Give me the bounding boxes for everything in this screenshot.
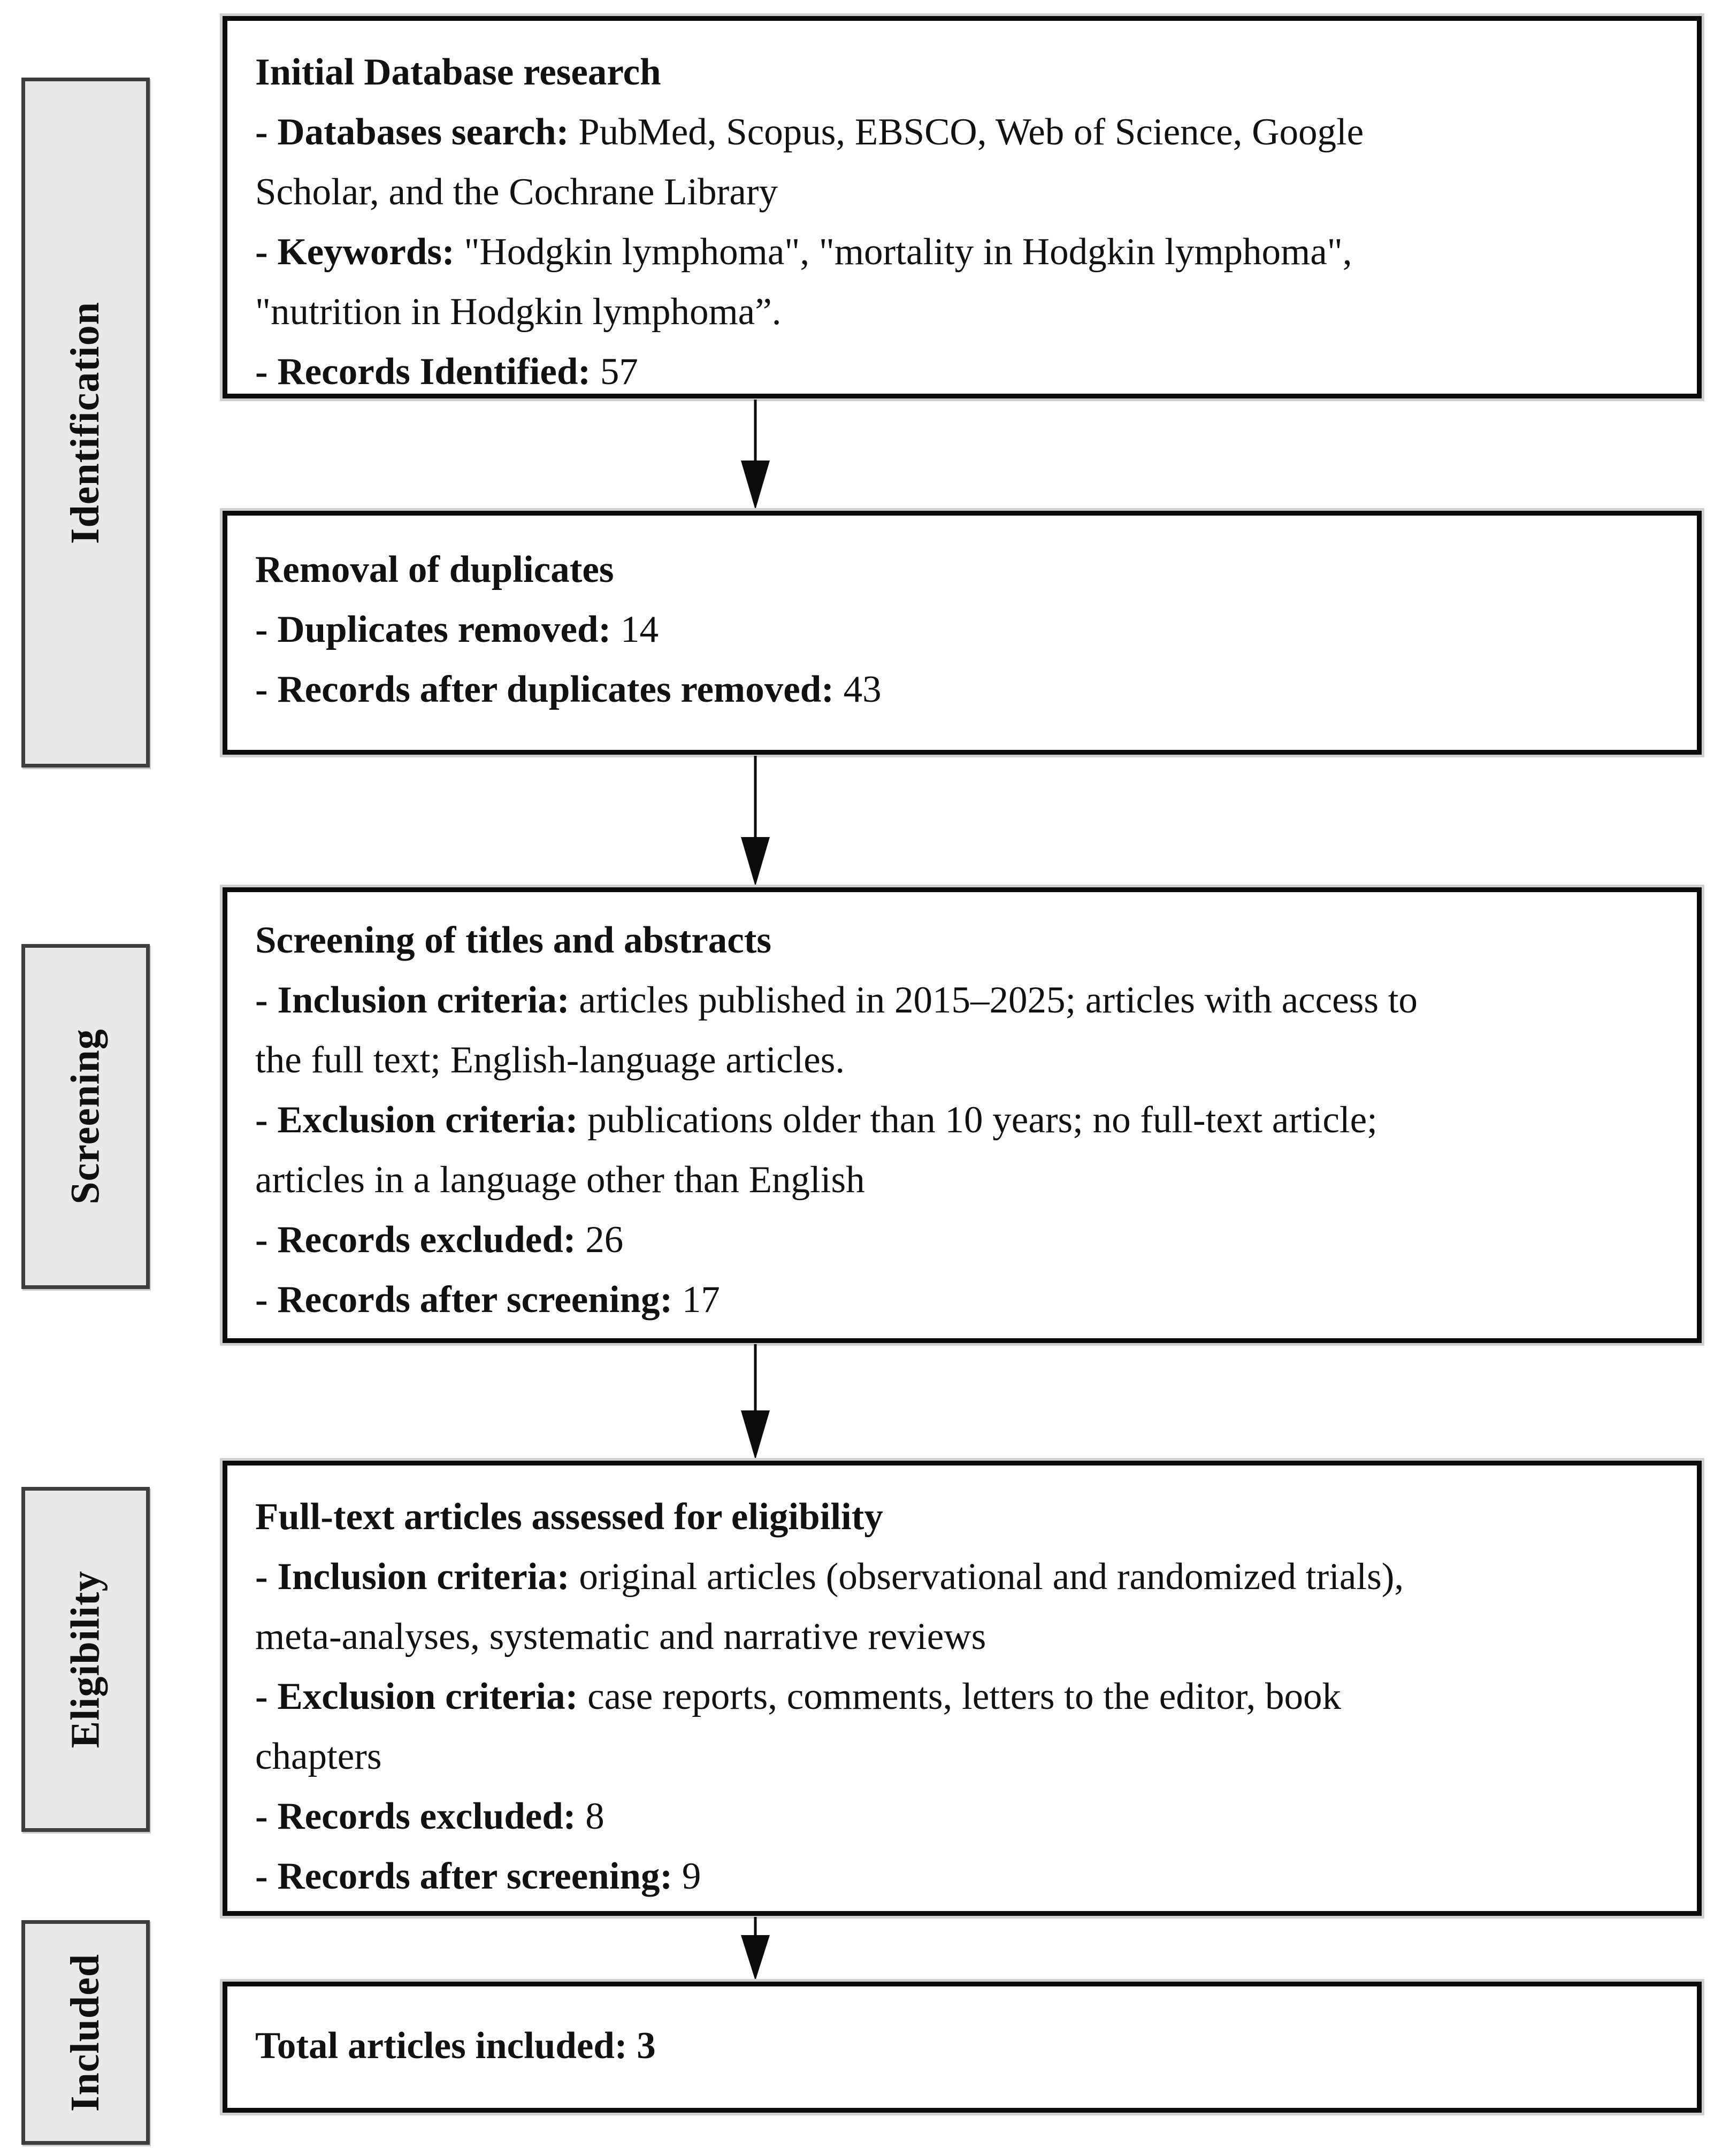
box-text-line: - Records after screening: 17	[255, 1279, 720, 1321]
box-text-line: the full text; English-language articles.	[255, 1039, 845, 1081]
box-title: Removal of duplicates	[255, 549, 614, 590]
box-text-line: chapters	[255, 1736, 382, 1777]
flow-box-screening-titles-abstracts	[223, 887, 1702, 1343]
box-title: Full-text articles assessed for eligibility	[255, 1496, 883, 1538]
box-text-line: meta-analyses, systematic and narrative reviews	[255, 1616, 986, 1658]
flow-box-total-included	[223, 1982, 1702, 2113]
box-text-line: Scholar, and the Cochrane Library	[255, 171, 778, 213]
box-text-line: - Records excluded: 8	[255, 1796, 604, 1837]
flow-box-fulltext-eligibility	[223, 1461, 1702, 1916]
down-arrow-3	[740, 1344, 770, 1460]
arrow-head-icon	[741, 837, 770, 886]
arrow-stem	[754, 756, 757, 837]
box-text-line: - Exclusion criteria: case reports, comments, letters to the editor, book	[255, 1676, 1341, 1717]
box-title: Total articles included: 3	[255, 2025, 656, 2067]
arrow-head-icon	[741, 1935, 770, 1981]
box-text-line: - Keywords: "Hodgkin lymphoma", "mortality in Hodgkin lymphoma",	[255, 231, 1352, 273]
box-text-line: - Inclusion criteria: original articles (observational and randomized trials),	[255, 1556, 1404, 1598]
stage-label-included: Included	[63, 1953, 108, 2112]
box-text-line: "nutrition in Hodgkin lymphoma”.	[255, 291, 782, 333]
down-arrow-2	[740, 756, 770, 886]
box-text-line: articles in a language other than English	[255, 1159, 865, 1201]
box-text-line: - Inclusion criteria: articles published in 2015–2025; articles with access to	[255, 979, 1418, 1021]
box-text-line: - Records after screening: 9	[255, 1855, 701, 1897]
down-arrow-1	[740, 400, 770, 510]
stage-box-identification	[21, 78, 150, 768]
arrow-head-icon	[741, 1410, 770, 1460]
stage-label-identification: Identification	[63, 301, 108, 544]
down-arrow-4	[740, 1917, 770, 1981]
box-text-line: - Records after duplicates removed: 43	[255, 669, 882, 710]
stage-label-eligibility: Eligibility	[63, 1570, 108, 1748]
box-text-line: - Records Identified: 57	[255, 351, 638, 393]
stage-box-eligibility	[21, 1487, 150, 1832]
box-text-line: - Databases search: PubMed, Scopus, EBSCO, Web of Science, Google	[255, 111, 1364, 153]
stage-box-screening	[21, 944, 150, 1289]
box-title: Screening of titles and abstracts	[255, 919, 772, 961]
box-text-line: - Duplicates removed: 14	[255, 609, 659, 650]
arrow-stem	[754, 1917, 757, 1935]
box-text-line: - Records excluded: 26	[255, 1219, 624, 1261]
flow-box-initial-database-research	[223, 16, 1702, 398]
stage-label-screening: Screening	[63, 1029, 108, 1204]
arrow-stem	[754, 400, 757, 461]
arrow-stem	[754, 1344, 757, 1410]
flow-box-removal-of-duplicates	[223, 511, 1702, 755]
box-title: Initial Database research	[255, 51, 661, 93]
stage-box-included	[21, 1920, 150, 2145]
box-text-line: - Exclusion criteria: publications older than 10 years; no full-text article;	[255, 1099, 1377, 1141]
arrow-head-icon	[741, 461, 770, 510]
